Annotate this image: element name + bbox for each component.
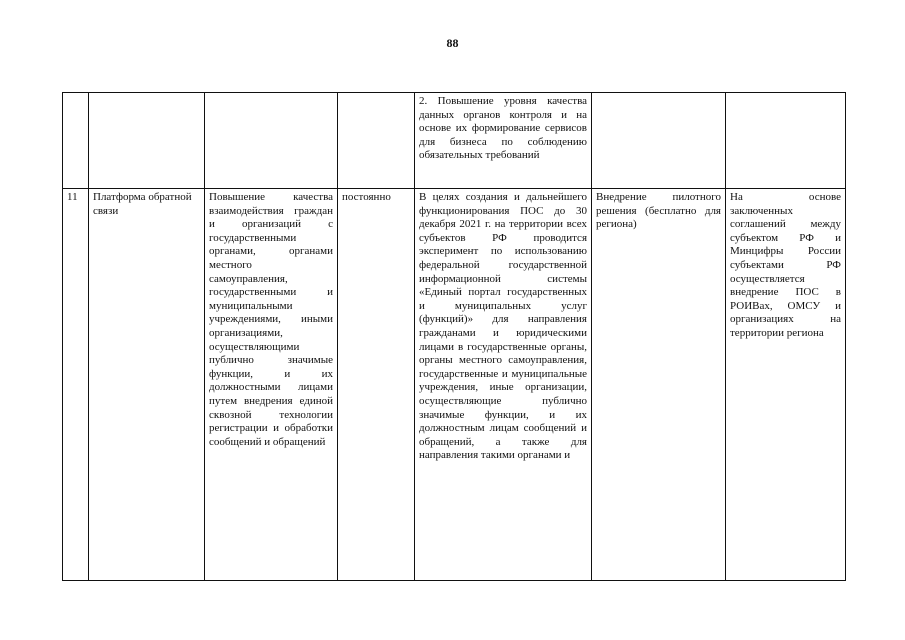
cell-name-empty [89,93,205,189]
purpose-text: Повышение качества взаимодействия граждан и организаций с государственными органами, органами местного самоуправления, государственными и муниципальными учреждениями, иными организациями, осуществляющими публично значимые функции, и их должностными лицами путем внедрения единой сквозной технологии регистрации и обработки сообщений и обращений [209,191,333,448]
cell-purpose [205,189,338,581]
cell-period-empty [338,93,415,189]
cell-basis [726,189,846,581]
cell-basis-empty [726,93,846,189]
cell-platform-name: Платформа обратной связи [89,189,205,581]
table-row-continuation [63,93,846,189]
basis-text: На основе заключенных соглашений между субъектом РФ и Минцифры России субъектами РФ осуществляется внедрение ПОС в РОИВах, ОМСУ и организациях на территории региона [730,191,841,339]
page-number: 88 [446,36,459,50]
implementation-text: Внедрение пилотного решения (бесплатно для региона) [596,191,721,231]
cell-num-empty [63,93,89,189]
cell-period: постоянно [338,189,415,581]
cell-goal-2 [415,93,592,189]
description-text: В целях создания и дальнейшего функционирования ПОС до 30 декабря 2021 г. на территории всех субъектов РФ проводится эксперимент по использованию федеральной государственной информационной системы «Единый портал государственных и муниципальных услуг (функций)» для направления гражданами и юридическими лицами в государственные органы, органы местного самоуправления, государственные и муниципальные учреждения, иные организации, осуществляющие публично значимые функции, и их должностным лицам сообщений и обращений, а также для направления такими органами и [419,191,587,462]
cell-implementation [592,189,726,581]
cell-purpose-empty [205,93,338,189]
table-row-11 [63,189,846,581]
goal-2-text: 2. Повышение уровня качества данных органов контроля и на основе их формирование сервисов для бизнеса по соблюдению обязательных требований [419,95,587,162]
cell-row-number: 11 [63,189,89,581]
cell-description [415,189,592,581]
cell-implementation-empty [592,93,726,189]
document-table [62,92,846,581]
